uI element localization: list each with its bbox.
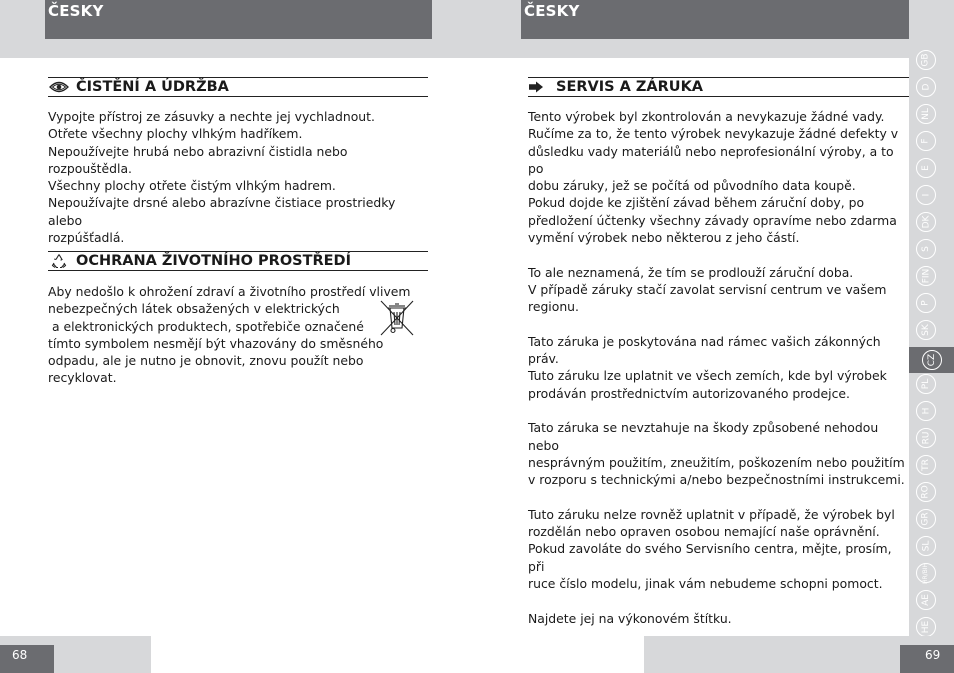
crossed-out-wheelie-bin-icon bbox=[378, 297, 416, 337]
service-section-header bbox=[528, 77, 909, 97]
language-tab-tr[interactable]: TR bbox=[916, 455, 936, 475]
text-line: Nepoužívejte hrubá nebo abrazivní čistidla nebo rozpouštědla. bbox=[48, 143, 348, 176]
language-tab-sl[interactable]: SL bbox=[916, 536, 936, 556]
eye-icon bbox=[48, 78, 70, 96]
cleaning-section-header bbox=[48, 77, 428, 97]
right-language-banner bbox=[521, 0, 909, 39]
right-language-label: ČESKY bbox=[524, 2, 580, 20]
language-tab-fin[interactable]: FIN bbox=[916, 266, 936, 286]
text-line: Vypojte přístroj ze zásuvky a nechte jej vychladnout. bbox=[48, 109, 375, 124]
language-tab-ae[interactable]: AE bbox=[916, 590, 936, 610]
text-line: tímto symbolem nesmějí být vhazovány do směsného bbox=[48, 335, 384, 351]
text-line: To ale neznamená, že tím se prodlouží záruční doba. bbox=[528, 264, 854, 280]
text-line: rozpúšťadlá. bbox=[48, 230, 125, 246]
language-tab-hr-bih[interactable]: HR/BIH bbox=[916, 563, 936, 583]
text-line: a elektronických produktech, spotřebiče označené bbox=[48, 318, 364, 334]
text-line: v rozporu s technickými a/nebo bezpečnostními instrukcemi. bbox=[528, 472, 905, 488]
text-line: Tento výrobek byl zkontrolován a nevykazuje žádné vady. bbox=[528, 109, 885, 124]
language-tab-f[interactable]: F bbox=[916, 131, 936, 151]
text-line: regionu. bbox=[528, 299, 579, 315]
text-line: odpadu, ale je nutno je obnovit, znovu použít nebo recyklovat. bbox=[48, 353, 364, 386]
text-line: V případě záruky stačí zavolat servisní centrum ve vašem bbox=[528, 281, 887, 297]
language-tab-sk[interactable]: SK bbox=[916, 320, 936, 340]
text-line: dobu záruky, jež se počítá od původního data koupě. bbox=[528, 178, 856, 194]
text-line: nesprávným použitím, zneužitím, poškozením nebo použitím bbox=[528, 454, 905, 470]
text-line: prodáván prostřednictvím autorizovaného prodejce. bbox=[528, 385, 850, 401]
arrow-right-icon bbox=[528, 78, 550, 96]
service-heading: SERVIS A ZÁRUKA bbox=[556, 78, 704, 95]
left-language-label: ČESKY bbox=[48, 2, 104, 20]
language-tab-ru[interactable]: RU bbox=[916, 428, 936, 448]
language-tab-pl[interactable]: PL bbox=[916, 374, 936, 394]
text-line: rozdělán nebo opraven osobou nemající naše oprávnění. bbox=[528, 524, 880, 540]
left-language-banner bbox=[45, 0, 432, 39]
text-line: důsledku vady materiálů nebo neprofesionální výroby, a to po bbox=[528, 143, 894, 176]
right-page-number: 69 bbox=[900, 645, 954, 673]
text-line: Ručíme za to, že tento výrobek nevykazuje žádné defekty v bbox=[528, 126, 899, 142]
language-tab-h[interactable]: H bbox=[916, 401, 936, 421]
environment-text bbox=[48, 283, 433, 387]
text-line: vymění výrobek nebo některou z jeho částí. bbox=[528, 230, 800, 246]
left-page-number: 68 bbox=[0, 645, 54, 673]
language-tab-nl[interactable]: NL bbox=[916, 104, 936, 124]
text-line: Tuto záruku lze uplatnit ve všech zemích, kde byl výrobek bbox=[528, 368, 887, 384]
service-text bbox=[528, 108, 908, 627]
language-tab-i[interactable]: I bbox=[916, 185, 936, 205]
text-line: Najdete jej na výkonovém štítku. bbox=[528, 610, 732, 626]
text-line: předložení účtenky všechny závady opravíme nebo zdarma bbox=[528, 212, 897, 228]
language-tab-dk[interactable]: DK bbox=[916, 212, 936, 232]
language-tab-e[interactable]: E bbox=[916, 158, 936, 178]
text-line: Tato záruka je poskytována nad rámec vašich zákonných práv. bbox=[528, 333, 881, 367]
text-line: Pokud zavoláte do svého Servisního centra, mějte, prosím, při bbox=[528, 541, 892, 574]
language-tab-gr[interactable]: GR bbox=[916, 509, 936, 529]
text-line: Tato záruka se nevztahuje na škody způsobené nehodou nebo bbox=[528, 420, 879, 453]
text-line: ruce číslo modelu, jinak vám nebudeme schopni pomoct. bbox=[528, 576, 883, 592]
text-line: Aby nedošlo k ohrožení zdraví a životního prostředí vlivem bbox=[48, 284, 411, 299]
environment-section-header bbox=[48, 251, 428, 271]
language-tab-gb[interactable]: GB bbox=[916, 50, 936, 70]
language-tab-p[interactable]: P bbox=[916, 293, 936, 313]
text-line: Otřete všechny plochy vlhkým hadříkem. bbox=[48, 126, 303, 142]
recycle-icon bbox=[48, 252, 70, 270]
text-line: Nepoužívajte drsné alebo abrazívne čistiace prostriedky alebo bbox=[48, 195, 396, 228]
cleaning-heading: ČISTĚNÍ A ÚDRŽBA bbox=[76, 78, 229, 95]
cleaning-text bbox=[48, 108, 433, 246]
language-tab-d[interactable]: D bbox=[916, 77, 936, 97]
language-tab-cz[interactable]: CZ bbox=[909, 347, 954, 373]
language-tab-ro[interactable]: RO bbox=[916, 482, 936, 502]
text-line: Tuto záruku nelze rovněž uplatnit v případě, že výrobek byl bbox=[528, 506, 895, 522]
text-line: nebezpečných látek obsažených v elektrických bbox=[48, 301, 340, 317]
text-line: Pokud dojde ke zjištění závad během záruční doby, po bbox=[528, 195, 865, 211]
language-tab-s[interactable]: S bbox=[916, 239, 936, 259]
text-line: Všechny plochy otřete čistým vlhkým hadrem. bbox=[48, 178, 336, 194]
language-tab-he[interactable]: HE bbox=[916, 617, 936, 637]
environment-heading: OCHRANA ŽIVOTNÍHO PROSTŘEDÍ bbox=[76, 252, 351, 269]
